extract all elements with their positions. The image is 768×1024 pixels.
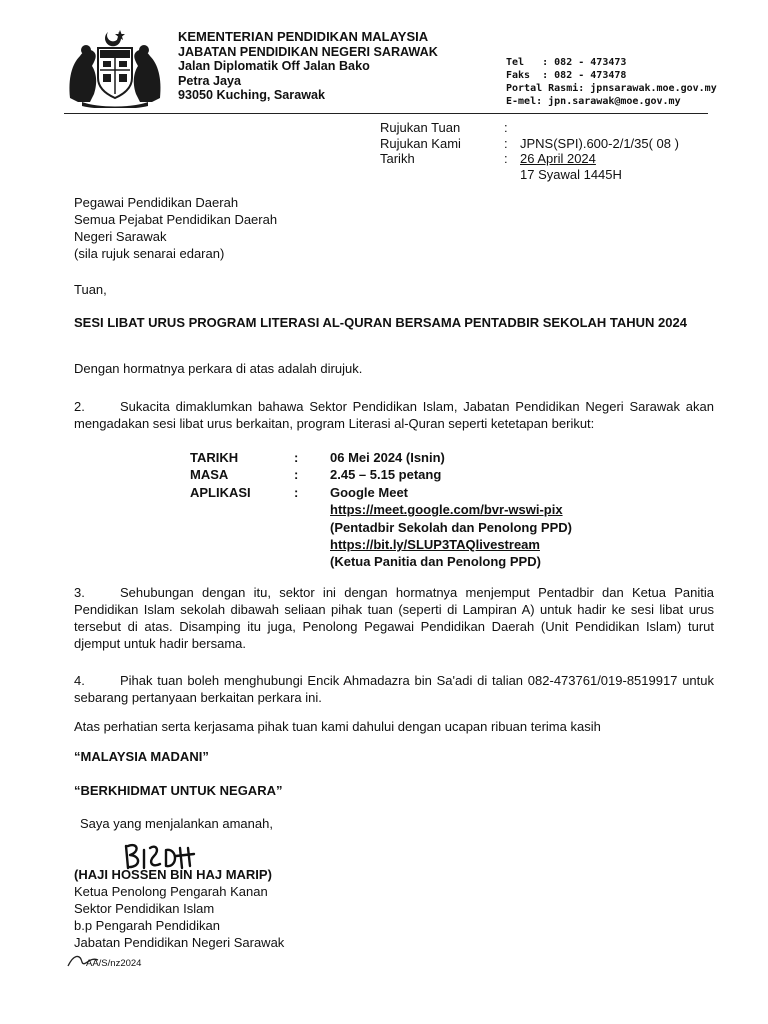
- reference-label: Rujukan Tuan: [380, 120, 461, 135]
- event-application: Google Meet: [330, 484, 409, 500]
- paragraph-text: Sehubungan dengan itu, sektor ini dengan hormatnya menjemput Pentadbir dan Ketua Panitia Pendidikan Islam sekolah dibawah seliaan pihak tuan (seperti di Lampiran A) untuk hadir ke sesi libat urus tersebut di atas. Disamping itu juga, Penolong Pegawai Pendidikan Daerah (Unit Pendidikan Islam) turut djemput untuk hadir bersama.: [74, 585, 714, 651]
- recipient-block: [74, 194, 277, 262]
- livestream-link[interactable]: https://bit.ly/SLUP3TAQlivestream: [330, 536, 540, 552]
- file-reference: AA/S/nz2024: [86, 958, 142, 969]
- recipient-line: Semua Pejabat Pendidikan Daerah: [74, 212, 278, 227]
- schedule-label: TARIKH: [190, 450, 239, 465]
- letterhead-divider: [64, 113, 708, 114]
- contact-fax: Faks : 082 - 473478: [506, 70, 627, 81]
- paragraph-text: Pihak tuan boleh menghubungi Encik Ahmadazra bin Sa'adi di talian 082-473761/019-8519917 untuk sebarang pertanyaan berkaitan perkara ini.: [74, 673, 714, 705]
- letterhead: [178, 30, 438, 103]
- paragraph-3: [74, 584, 714, 652]
- schedule-separator: :: [294, 450, 299, 465]
- signer-block: [74, 866, 284, 951]
- recipient-line: (sila rujuk senarai edaran): [74, 246, 225, 261]
- paragraph-number: 3.: [74, 585, 85, 600]
- department-name: JABATAN PENDIDIKAN NEGERI SARAWAK: [178, 44, 438, 59]
- event-time: 2.45 – 5.15 petang: [330, 467, 442, 483]
- reference-label: Tarikh: [380, 151, 415, 166]
- signer-title: Jabatan Pendidikan Negeri Sarawak: [74, 935, 285, 950]
- schedule-label: MASA: [190, 467, 229, 483]
- contact-email: E-mel: jpn.sarawak@moe.gov.my: [506, 96, 681, 107]
- meet-link-note: (Pentadbir Sekolah dan Penolong PPD): [330, 519, 572, 535]
- schedule-label: APLIKASI: [190, 484, 251, 500]
- reference-label: Rujukan Kami: [380, 135, 461, 151]
- motto-madani: “MALAYSIA MADANI”: [74, 749, 209, 764]
- letter-date: 26 April 2024: [520, 151, 596, 166]
- schedule-separator: :: [294, 467, 299, 483]
- signer-title: Sektor Pendidikan Islam: [74, 901, 215, 916]
- paragraph-2: [74, 398, 714, 432]
- paragraph-4: [74, 672, 714, 706]
- paragraph-number: 4.: [74, 673, 85, 688]
- paragraph-number: 2.: [74, 399, 85, 414]
- signer-name: (HAJI HOSSEN BIN HAJ MARIP): [74, 867, 272, 882]
- opening-line: Dengan hormatnya perkara di atas adalah dirujuk.: [74, 361, 363, 376]
- livestream-link-note: (Ketua Panitia dan Penolong PPD): [330, 554, 541, 570]
- contact-portal: Portal Rasmi: jpnsarawak.moe.gov.my: [506, 83, 717, 94]
- signer-title: Ketua Penolong Pengarah Kanan: [74, 884, 268, 899]
- closing-line: Atas perhatian serta kerjasama pihak tuan kami dahului dengan ucapan ribuan terima kasih: [74, 719, 601, 734]
- address-line-2: Petra Jaya: [178, 73, 242, 88]
- recipient-line: Pegawai Pendidikan Daerah: [74, 195, 239, 210]
- reference-value: JPNS(SPI).600-2/1/35( 08 ): [520, 135, 679, 151]
- address-line-3: 93050 Kuching, Sarawak: [178, 88, 325, 103]
- meet-link[interactable]: https://meet.google.com/bvr-wswi-pix: [330, 502, 563, 518]
- paragraph-text: Sukacita dimaklumkan bahawa Sektor Pendidikan Islam, Jabatan Pendidikan Negeri Sarawak akan mengadakan sesi libat urus berkaitan, program Literasi al-Quran seperti ketetapan berikut:: [74, 399, 714, 431]
- hijri-date: 17 Syawal 1445H: [520, 166, 622, 182]
- reference-separator: :: [504, 151, 508, 166]
- reference-separator: :: [504, 135, 508, 151]
- event-date: 06 Mei 2024 (Isnin): [330, 450, 445, 465]
- contact-block: [506, 56, 717, 108]
- letter-subject: SESI LIBAT URUS PROGRAM LITERASI AL-QURAN BERSAMA PENTADBIR SEKOLAH TAHUN 2024: [74, 315, 687, 330]
- recipient-line: Negeri Sarawak: [74, 229, 167, 244]
- signer-title: b.p Pengarah Pendidikan: [74, 918, 221, 933]
- address-line-1: Jalan Diplomatik Off Jalan Bako: [178, 59, 370, 74]
- salutation: Tuan,: [74, 282, 107, 297]
- reference-separator: :: [504, 120, 508, 135]
- contact-tel: Tel : 082 - 473473: [506, 57, 627, 68]
- schedule-separator: :: [294, 484, 299, 500]
- motto-berkhidmat: “BERKHIDMAT UNTUK NEGARA”: [74, 783, 283, 798]
- sign-off: Saya yang menjalankan amanah,: [80, 816, 273, 831]
- ministry-name: KEMENTERIAN PENDIDIKAN MALAYSIA: [178, 29, 429, 44]
- coat-of-arms-logo: [64, 28, 166, 108]
